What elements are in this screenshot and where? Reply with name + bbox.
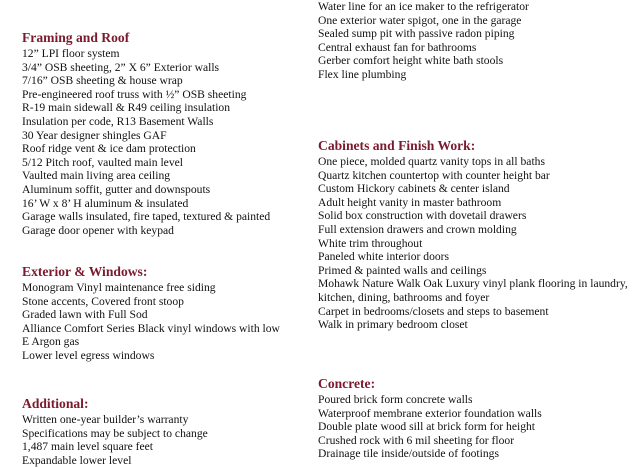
section-heading-additional: Additional:: [22, 396, 89, 411]
list-item: Monogram Vinyl maintenance free siding: [22, 281, 216, 294]
framing-and-roof-list: [22, 47, 312, 237]
list-item: Expandable lower level: [22, 453, 132, 467]
list-item: One piece, molded quartz vanity tops in all baths: [318, 155, 545, 168]
list-item: Water line for an ice maker to the refrigerator: [318, 0, 529, 13]
list-item: Garage door opener with keypad: [22, 223, 174, 237]
list-item: Quartz kitchen countertop with counter height bar: [318, 168, 550, 182]
list-item: Lower level egress windows: [22, 348, 155, 362]
list-item: Paneled white interior doors: [318, 250, 450, 264]
list-item: Mohawk Nature Walk Oak Luxury vinyl plank flooring in laundry, kitchen, dining, bathrooms and foyer: [318, 277, 628, 304]
list-item: Aluminum soffit, gutter and downspouts: [22, 182, 211, 196]
list-item: Carpet in bedrooms/closets and steps to basement: [318, 304, 549, 318]
list-item: R-19 main sidewall & R49 ceiling insulation: [22, 101, 231, 115]
list-item: Adult height vanity in master bathroom: [318, 195, 502, 209]
section-heading-concrete: Concrete:: [318, 376, 376, 391]
section-heading-cabinets-and-finish-work: Cabinets and Finish Work:: [318, 138, 476, 153]
additional-section: [22, 396, 312, 467]
list-item: Alliance Comfort Series Black vinyl windows with low E Argon gas: [22, 321, 280, 349]
list-item: Primed & painted walls and ceilings: [318, 263, 487, 277]
list-item: 5/12 Pitch roof, vaulted main level: [22, 155, 183, 169]
list-item: Vaulted main living area ceiling: [22, 169, 171, 183]
list-item: 7/16” OSB sheeting & house wrap: [22, 74, 183, 88]
cabinets-and-finish-work-list: [318, 155, 636, 332]
section-heading-framing-and-roof: Framing and Roof: [22, 30, 130, 45]
list-item: Pre-engineered roof truss with ½” OSB sheeting: [22, 87, 247, 101]
list-item: Waterproof membrane exterior foundation walls: [318, 406, 542, 420]
list-item: 12” LPI floor system: [22, 47, 120, 60]
additional-list: [22, 413, 312, 467]
list-item: Full extension drawers and crown molding: [318, 222, 517, 236]
list-item: Garage walls insulated, fire taped, textured & painted: [22, 210, 271, 224]
list-item: 1,487 main level square feet: [22, 440, 154, 454]
list-item: Central exhaust fan for bathrooms: [318, 40, 477, 54]
list-item: Double plate wood sill at brick form for height: [318, 420, 536, 434]
list-item: Poured brick form concrete walls: [318, 393, 473, 406]
exterior-and-windows-section: [22, 264, 312, 363]
list-item: Drainage tile inside/outside of footings: [318, 447, 499, 461]
list-item: Roof ridge vent & ice dam protection: [22, 142, 196, 156]
list-item: Custom Hickory cabinets & center island: [318, 182, 510, 196]
list-item: Insulation per code, R13 Basement Walls: [22, 114, 214, 128]
cabinets-and-finish-work-section: [318, 138, 636, 332]
list-item: 3/4” OSB sheeting, 2” X 6” Exterior walls: [22, 60, 220, 74]
list-item: White trim throughout: [318, 236, 423, 250]
section-heading-exterior-and-windows: Exterior & Windows:: [22, 264, 148, 279]
plumbing-list: [318, 0, 636, 82]
list-item: Walk in primary bedroom closet: [318, 318, 468, 332]
list-item: Specifications may be subject to change: [22, 426, 208, 440]
list-item: Sealed sump pit with passive radon piping: [318, 27, 515, 41]
framing-and-roof-section: [22, 30, 312, 237]
list-item: Graded lawn with Full Sod: [22, 308, 148, 322]
concrete-section: [318, 376, 636, 461]
list-item: Solid box construction with dovetail drawers: [318, 209, 527, 223]
plumbing-section: [318, 0, 636, 82]
list-item: Written one-year builder’s warranty: [22, 413, 189, 426]
exterior-and-windows-list: [22, 281, 312, 363]
list-item: Crushed rock with 6 mil sheeting for floor: [318, 433, 515, 447]
list-item: 16’ W x 8’ H aluminum & insulated: [22, 196, 189, 210]
list-item: Flex line plumbing: [318, 67, 407, 81]
concrete-list: [318, 393, 636, 461]
list-item: Gerber comfort height white bath stools: [318, 54, 504, 68]
list-item: 30 Year designer shingles GAF: [22, 128, 167, 142]
list-item: Stone accents, Covered front stoop: [22, 294, 184, 308]
list-item: One exterior water spigot, one in the garage: [318, 13, 522, 27]
